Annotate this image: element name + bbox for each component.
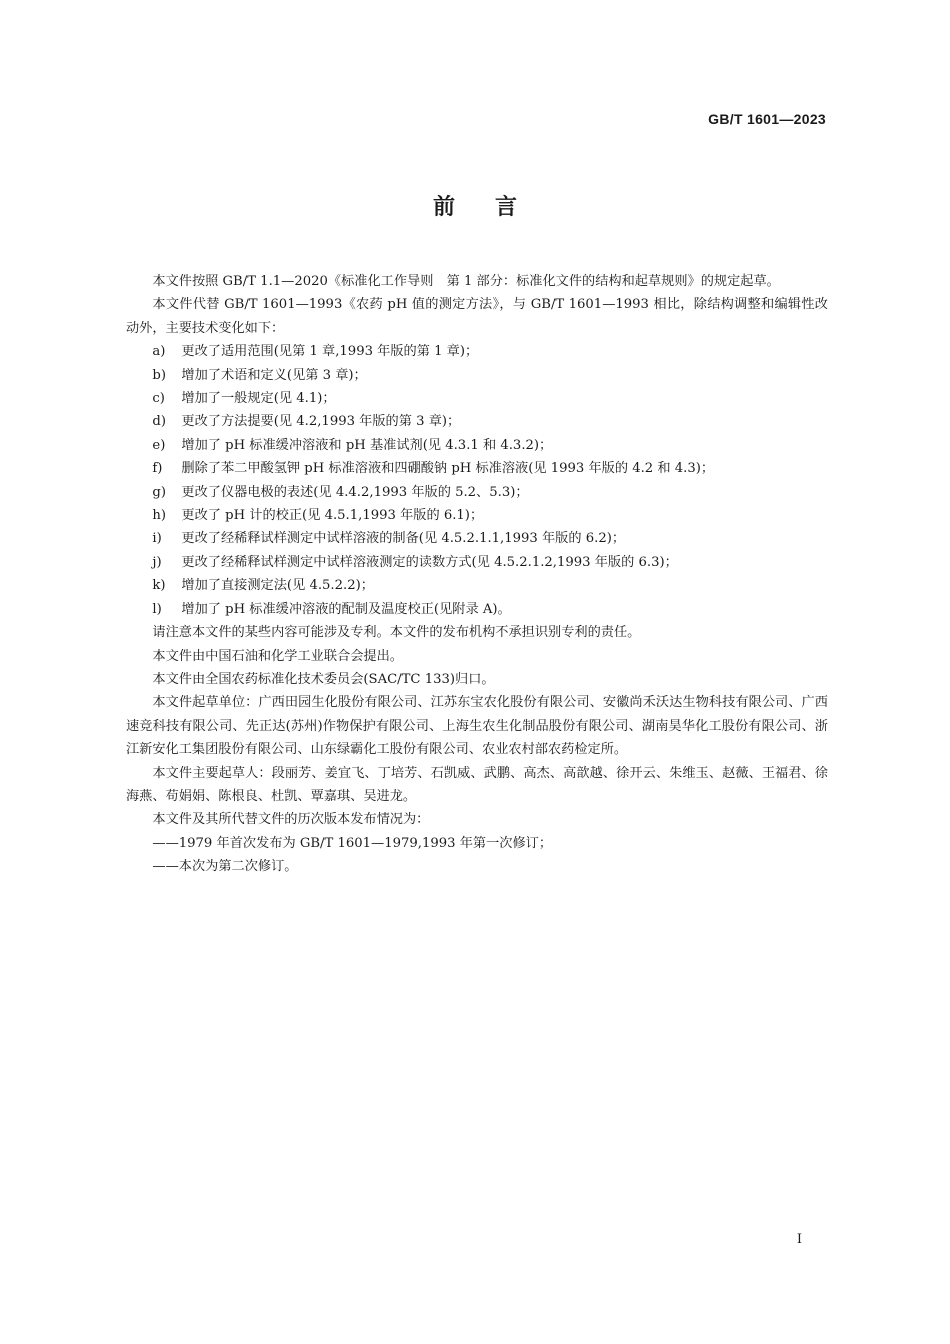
list-item [126, 551, 828, 574]
list-marker: d) [152, 414, 166, 430]
change-list [126, 340, 828, 621]
list-marker: g) [152, 484, 166, 500]
paragraph-administered-by: 本文件由全国农药标准化技术委员会(SAC/TC 133)归口。 [152, 671, 495, 687]
list-item-text: 删除了苯二甲酸氢钾 pH 标准溶液和四硼酸钠 pH 标准溶液(见 1993 年版的 4.2 和 4.3)； [181, 461, 715, 477]
list-item [126, 574, 828, 597]
list-item-text: 增加了 pH 标准缓冲溶液和 pH 基准试剂(见 4.3.1 和 4.3.2)； [181, 437, 553, 453]
list-item [126, 364, 828, 387]
list-item [126, 527, 828, 550]
list-item-text: 更改了方法提要(见 4.2,1993 年版的第 3 章)； [181, 414, 461, 430]
list-marker: f) [152, 461, 163, 477]
list-item-text: 增加了一般规定(见 4.1)； [181, 391, 336, 407]
paragraph-drafting-units: 本文件起草单位：广西田园生化股份有限公司、江苏东宝农化股份有限公司、安徽尚禾沃达生物科技有限公司、广西速竞科技有限公司、先正达(苏州)作物保护有限公司、上海生农生化制品股份有限公司、湖南昊华化工股份有限公司、浙江新安化工集团股份有限公司、山东绿霸化工股份有限公司、农业农村部农药检定所。 [126, 695, 828, 758]
list-marker: h) [152, 508, 167, 524]
list-item [126, 481, 828, 504]
paragraph-history-intro: 本文件及其所代替文件的历次版本发布情况为： [152, 812, 430, 828]
list-item [126, 598, 828, 621]
list-marker: b) [152, 367, 166, 383]
list-marker: k) [152, 578, 166, 594]
paragraph-replacement: 本文件代替 GB/T 1601—1993《农药 pH 值的测定方法》，与 GB/T 1601—1993 相比，除结构调整和编辑性改动外，主要技术变化如下： [126, 297, 828, 336]
list-marker: e) [152, 437, 166, 453]
list-item [126, 340, 828, 363]
list-item-text: 更改了经稀释试样测定中试样溶液测定的读数方式(见 4.5.2.1.2,1993 年版的 6.3)； [181, 554, 678, 570]
list-marker: i) [152, 531, 162, 547]
list-item [126, 434, 828, 457]
foreword-body [126, 270, 828, 879]
history-item: ——本次为第二次修订。 [152, 859, 298, 875]
paragraph-drafting-basis: 本文件按照 GB/T 1.1—2020《标准化工作导则 第 1 部分：标准化文件的结构和起草规则》的规定起草。 [152, 274, 780, 289]
list-item-text: 更改了经稀释试样测定中试样溶液的制备(见 4.5.2.1.1,1993 年版的 6.2)； [181, 531, 626, 547]
list-item-text: 更改了 pH 计的校正(见 4.5.1,1993 年版的 6.1)； [181, 508, 484, 524]
list-item-text: 更改了仪器电极的表述(见 4.4.2,1993 年版的 5.2、5.3)； [181, 484, 529, 500]
list-item [126, 457, 828, 480]
list-item-text: 更改了适用范围(见第 1 章,1993 年版的第 1 章)； [181, 344, 479, 360]
list-item-text: 增加了直接测定法(见 4.5.2.2)； [181, 578, 374, 594]
list-marker: c) [152, 391, 165, 407]
list-marker: a) [152, 344, 166, 360]
page-number: I [796, 1232, 802, 1247]
history-item: ——1979 年首次发布为 GB/T 1601—1979,1993 年第一次修订； [152, 835, 553, 851]
list-item [126, 410, 828, 433]
list-marker: j) [152, 554, 162, 570]
list-marker: l) [152, 601, 162, 617]
paragraph-proposed-by: 本文件由中国石油和化学工业联合会提出。 [152, 648, 403, 664]
list-item [126, 504, 828, 527]
paragraph-drafters: 本文件主要起草人：段丽芳、姜宜飞、丁培芳、石凯威、武鹏、高杰、高歆越、徐开云、朱维玉、赵薇、王福君、徐海燕、苟娟娟、陈根良、杜凯、覃嘉琪、吴进龙。 [126, 765, 828, 804]
document-code: GB/T 1601—2023 [708, 111, 826, 127]
list-item-text: 增加了术语和定义(见第 3 章)； [181, 367, 367, 383]
paragraph-patent-notice: 请注意本文件的某些内容可能涉及专利。本文件的发布机构不承担识别专利的责任。 [152, 625, 641, 641]
page-title: 前言 [432, 195, 557, 220]
list-item-text: 增加了 pH 标准缓冲溶液的配制及温度校正(见附录 A)。 [181, 601, 511, 617]
list-item [126, 387, 828, 410]
